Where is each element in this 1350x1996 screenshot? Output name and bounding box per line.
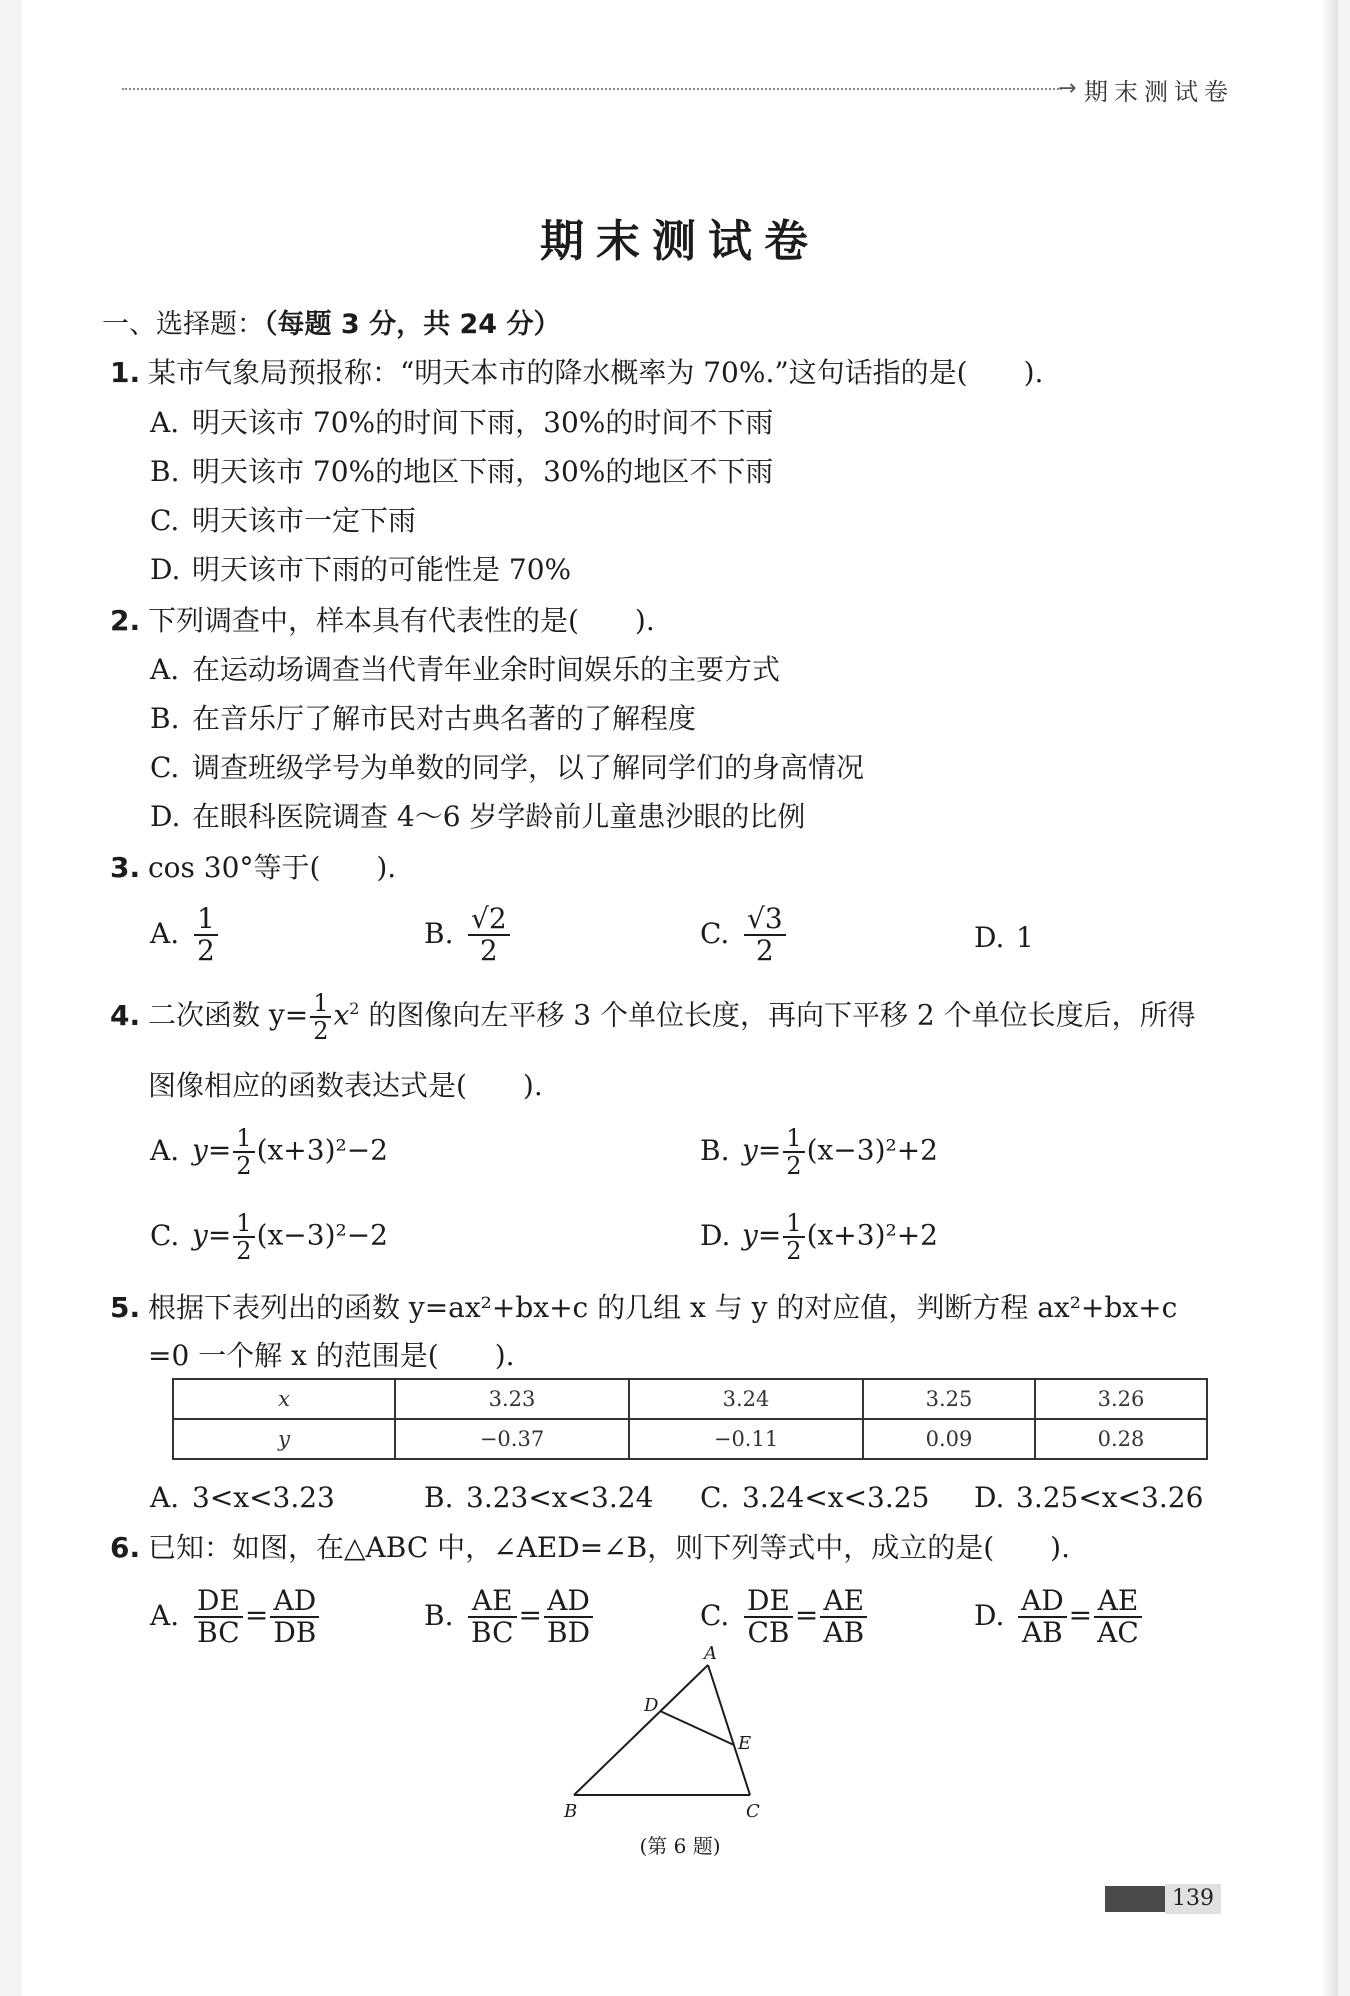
fraction (233, 1125, 254, 1179)
option-label: B. (150, 702, 180, 735)
option-text: 3.23<x<3.24 (466, 1481, 654, 1514)
option-label: A. (150, 653, 180, 686)
option-label: B. (424, 916, 454, 950)
option-label: C. (700, 916, 730, 950)
figure-caption: (第 6 题) (639, 1834, 721, 1858)
q1-option-a (150, 405, 773, 441)
fraction-numerator: 1 (233, 1125, 254, 1153)
option-label: D. (974, 921, 1005, 954)
vertex-label-b: B (564, 1801, 578, 1822)
option-label: C. (150, 1218, 180, 1252)
option-text: 3.24<x<3.25 (742, 1481, 930, 1514)
fraction (468, 1586, 517, 1648)
q6-option-b: B. $\frac{AE}{BC}$ = $\frac{AD}{BD}$ (424, 1586, 595, 1648)
question-number: 2. (110, 604, 141, 637)
side-ac (708, 1665, 750, 1795)
section-note: （每题 3 分，共 24 分） (264, 309, 561, 340)
q1-option-b (150, 454, 773, 490)
table-cell: 3.25 (863, 1379, 1035, 1419)
table-cell: 0.09 (863, 1419, 1035, 1459)
point-label-d: D (644, 1695, 659, 1716)
fraction-numerator: 1 (310, 990, 331, 1018)
option-label: D. (150, 553, 181, 586)
fraction-denominator: AC (1097, 1616, 1139, 1649)
fraction-denominator: 2 (755, 934, 774, 967)
question-number: 5. (110, 1291, 141, 1324)
option-text: (x−3)²+2 (806, 1133, 938, 1167)
q2-option-a (150, 652, 780, 688)
question-stem: cos 30°等于( ). (148, 851, 397, 884)
table-row (173, 1419, 1207, 1459)
option-label: D. (150, 800, 181, 833)
fraction-denominator: 2 (786, 1237, 802, 1265)
option-text: 明天该市下雨的可能性是 70% (192, 553, 572, 586)
option-label: B. (700, 1133, 730, 1167)
question-4: 4. 二次函数 y= $\frac{1}{2}$ $x^2$ 的图像向左平移 3 个单位长度，再向下平移 2 个单位长度后，所得 (110, 989, 1196, 1045)
fraction-denominator: BD (547, 1616, 591, 1649)
q5-option-c (700, 1480, 929, 1516)
table-cell: 3.24 (629, 1379, 863, 1419)
option-label: A. (150, 406, 180, 439)
header-arrow-icon: → (1058, 76, 1077, 101)
table-cell: −0.11 (629, 1419, 863, 1459)
page-edge (1320, 0, 1338, 1996)
q5-option-a (150, 1480, 335, 1516)
page-title: 期末测试卷 (540, 216, 820, 267)
option-label: D. (700, 1218, 731, 1252)
page-number: 139 (1165, 1884, 1221, 1914)
fraction-denominator: AB (823, 1616, 865, 1649)
option-label: C. (700, 1481, 730, 1514)
question-number: 3. (110, 851, 141, 884)
option-label: B. (424, 1481, 454, 1514)
question-2 (110, 603, 655, 639)
fraction-numerator: 1 (194, 904, 218, 936)
fraction-numerator: √2 (468, 904, 510, 936)
option-text: 明天该市一定下雨 (192, 504, 417, 537)
fraction-denominator: 2 (236, 1237, 252, 1265)
fraction-numerator: DE (194, 1586, 243, 1618)
triangle-figure (542, 1645, 802, 1825)
option-label: C. (700, 1598, 730, 1632)
fraction-denominator: BC (471, 1616, 514, 1649)
fraction-denominator: AB (1021, 1616, 1063, 1649)
q4-option-d: D. y= $\frac{1}{2}$ (x+3)²+2 (700, 1209, 938, 1265)
option-label: C. (150, 504, 180, 537)
fraction-denominator: DB (273, 1616, 317, 1649)
fraction-numerator: 1 (783, 1125, 804, 1153)
exam-page (22, 0, 1338, 1996)
q6-option-d: D. $\frac{AD}{AB}$ = $\frac{AE}{AC}$ (974, 1586, 1144, 1648)
page-number-bar (1105, 1886, 1165, 1912)
option-text: (x−3)²−2 (256, 1218, 388, 1252)
q4-option-a: A. y= $\frac{1}{2}$ (x+3)²−2 (150, 1124, 388, 1180)
point-label-e: E (738, 1733, 752, 1754)
option-label: A. (150, 1481, 180, 1514)
fraction (744, 904, 786, 966)
fraction-numerator: √3 (744, 904, 786, 936)
option-text: 明天该市 70%的地区下雨，30%的地区不下雨 (192, 455, 774, 488)
fraction-denominator: 2 (479, 934, 498, 967)
fraction-numerator: 1 (783, 1210, 804, 1238)
question-1 (110, 355, 1043, 391)
fraction (1018, 1586, 1067, 1648)
fraction-numerator: DE (744, 1586, 793, 1618)
option-text: 3<x<3.23 (192, 1481, 335, 1514)
question-number: 4. (110, 998, 141, 1032)
question-number: 1. (110, 356, 141, 389)
fraction (468, 904, 510, 966)
table-cell: 3.23 (395, 1379, 629, 1419)
q6-option-c: C. $\frac{DE}{CB}$ = $\frac{AE}{AB}$ (700, 1586, 869, 1648)
running-title: 期末测试卷 (1084, 78, 1234, 106)
question-3 (110, 850, 396, 886)
option-text: (x+3)²+2 (806, 1218, 938, 1252)
option-label: B. (424, 1598, 454, 1632)
q2-option-b (150, 701, 696, 737)
question-stem: 根据下表列出的函数 y=ax²+bx+c 的几组 x 与 y 的对应值，判断方程 ax²+bx+c (148, 1291, 1178, 1324)
fraction-denominator: 2 (313, 1017, 329, 1045)
question-number: 6. (110, 1531, 141, 1564)
fraction-numerator: AD (1018, 1586, 1067, 1618)
option-text: 在运动场调查当代青年业余时间娱乐的主要方式 (192, 653, 781, 686)
fraction (1094, 1586, 1142, 1648)
option-label: D. (974, 1598, 1005, 1632)
fraction-numerator: 1 (233, 1210, 254, 1238)
option-text: 1 (1016, 921, 1034, 954)
q5-option-d (974, 1480, 1203, 1516)
q1-option-c (150, 503, 416, 539)
fraction-numerator: AE (468, 1586, 517, 1618)
option-text: 在音乐厅了解市民对古典名著的了解程度 (192, 702, 697, 735)
q2-option-c (150, 750, 864, 786)
fraction-numerator: AE (1094, 1586, 1142, 1618)
question-stem-end: 的图像向左平移 3 个单位长度，再向下平移 2 个单位长度后，所得 (368, 998, 1196, 1032)
question-stem: 下列调查中，样本具有代表性的是( ). (148, 604, 655, 637)
fraction (194, 1586, 243, 1648)
section-heading (102, 302, 560, 341)
question-stem: 已知：如图，在△ABC 中，∠AED=∠B，则下列等式中，成立的是( ). (148, 1531, 1070, 1564)
option-text: (x+3)²−2 (256, 1133, 388, 1167)
question-4-line-2: 图像相应的函数表达式是( ). (148, 1069, 543, 1102)
q4-option-c: C. y= $\frac{1}{2}$ (x−3)²−2 (150, 1209, 388, 1265)
fraction (783, 1125, 804, 1179)
q3-option-a (150, 904, 220, 966)
q3-option-c (700, 904, 788, 966)
q4-option-b: B. y= $\frac{1}{2}$ (x−3)²+2 (700, 1124, 938, 1180)
option-label: B. (150, 455, 180, 488)
q3-option-d (974, 920, 1034, 956)
values-table (172, 1378, 1208, 1460)
table-header-cell: y (173, 1419, 395, 1459)
fraction-denominator: BC (197, 1616, 240, 1649)
option-text: 3.25<x<3.26 (1016, 1481, 1204, 1514)
fraction (194, 904, 218, 966)
q5-option-b (424, 1480, 653, 1516)
fraction (270, 1586, 319, 1648)
question-stem-start: 二次函数 y= (148, 998, 309, 1032)
fraction (820, 1586, 867, 1648)
question-stem: 某市气象局预报称：“明天本市的降水概率为 70%.”这句话指的是( ). (148, 356, 1044, 389)
fraction (233, 1210, 254, 1264)
table-cell: −0.37 (395, 1419, 629, 1459)
segment-de (660, 1711, 734, 1745)
q1-option-d (150, 552, 571, 588)
section-label: 一、选择题： (102, 309, 264, 340)
fraction-denominator: 2 (236, 1152, 252, 1180)
q6-option-a: A. $\frac{DE}{BC}$ = $\frac{AD}{DB}$ (150, 1586, 321, 1648)
q3-option-b (424, 904, 512, 966)
option-text: 调查班级学号为单数的同学，以了解同学们的身高情况 (192, 751, 865, 784)
option-label: A. (150, 1598, 180, 1632)
fraction-numerator: AD (270, 1586, 319, 1618)
option-label: D. (974, 1481, 1005, 1514)
question-5-line-2: =0 一个解 x 的范围是( ). (148, 1339, 515, 1372)
option-label: C. (150, 751, 180, 784)
side-ab (574, 1665, 708, 1795)
fraction (544, 1586, 593, 1648)
header-dotted-line (122, 88, 1062, 90)
table-cell: 3.26 (1035, 1379, 1207, 1419)
fraction-numerator: AD (544, 1586, 593, 1618)
question-5 (110, 1290, 1177, 1326)
option-text: 在眼科医院调查 4～6 岁学龄前儿童患沙眼的比例 (192, 800, 806, 833)
option-text: 明天该市 70%的时间下雨，30%的时间不下雨 (192, 406, 774, 439)
fraction-denominator: 2 (197, 934, 215, 967)
q2-option-d (150, 799, 805, 835)
fraction-denominator: CB (747, 1616, 790, 1649)
fraction-numerator: AE (820, 1586, 867, 1618)
fraction (310, 990, 331, 1044)
vertex-label-c: C (746, 1801, 760, 1822)
table-cell: 0.28 (1035, 1419, 1207, 1459)
fraction (783, 1210, 804, 1264)
option-label: A. (150, 1133, 180, 1167)
fraction-denominator: 2 (786, 1152, 802, 1180)
table-header-cell: x (173, 1379, 395, 1419)
vertex-label-a: A (704, 1645, 717, 1664)
option-label: A. (150, 916, 180, 950)
question-6 (110, 1530, 1070, 1566)
fraction (744, 1586, 793, 1648)
table-row (173, 1379, 1207, 1419)
